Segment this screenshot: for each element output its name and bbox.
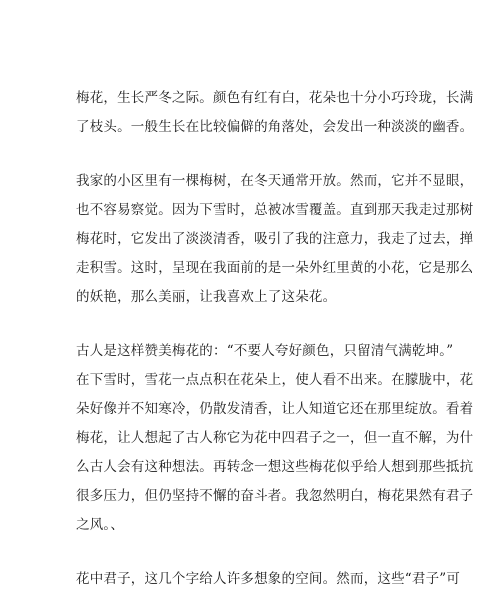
text-line: 我家的小区里有一棵梅树，在冬天通常开放。然而，它并不显眼， — [76, 173, 474, 189]
text-line: 朵好像并不知寒冷，仍散发清香，让人知道它还在那里绽放。看着 — [76, 401, 474, 417]
paragraph-gap — [76, 540, 424, 565]
text-line: 在下雪时，雪花一点点积在花朵上，使人看不出来。在朦胧中，花 — [76, 372, 474, 388]
paragraph-1 — [76, 84, 474, 142]
text-line: 花中君子，这几个字给人许多想象的空间。然而，这些“君子”可 — [76, 571, 461, 587]
text-line: 之风。、 — [76, 517, 125, 533]
text-line: 很多压力，但仍坚持不懈的奋斗者。我忽然明白，梅花果然有君子 — [76, 488, 474, 504]
text-line: 梅花，生长严冬之际。颜色有红有白，花朵也十分小巧玲珑，长满 — [76, 90, 474, 106]
paragraph-3 — [76, 337, 474, 540]
text-line: 了枝头。一般生长在比较偏僻的角落处，会发出一种淡淡的幽香。 — [76, 119, 474, 135]
text-line: 走积雪。这时，呈现在我面前的是一朵外红里黄的小花，它是那么 — [76, 260, 474, 276]
paragraph-gap — [76, 142, 424, 167]
text-line: 么古人会有这种想法。再转念一想这些梅花似乎给人想到那些抵抗 — [76, 459, 474, 475]
text-line: 的妖艳，那么美丽，让我喜欢上了这朵花。 — [76, 289, 337, 305]
paragraph-2 — [76, 167, 474, 312]
paragraph-4 — [76, 565, 461, 594]
document-body — [76, 84, 474, 594]
text-line: 梅花时，它发出了淡淡清香，吸引了我的注意力，我走了过去，掸 — [76, 231, 474, 247]
text-line: 梅花，让人想起了古人称它为花中四君子之一，但一直不解，为什 — [76, 430, 474, 446]
paragraph-gap — [76, 312, 424, 337]
text-line: 古人是这样赞美梅花的：“不要人夸好颜色，只留清气满乾坤。” — [76, 343, 454, 359]
text-line: 也不容易察觉。因为下雪时，总被冰雪覆盖。直到那天我走过那树 — [76, 202, 474, 218]
